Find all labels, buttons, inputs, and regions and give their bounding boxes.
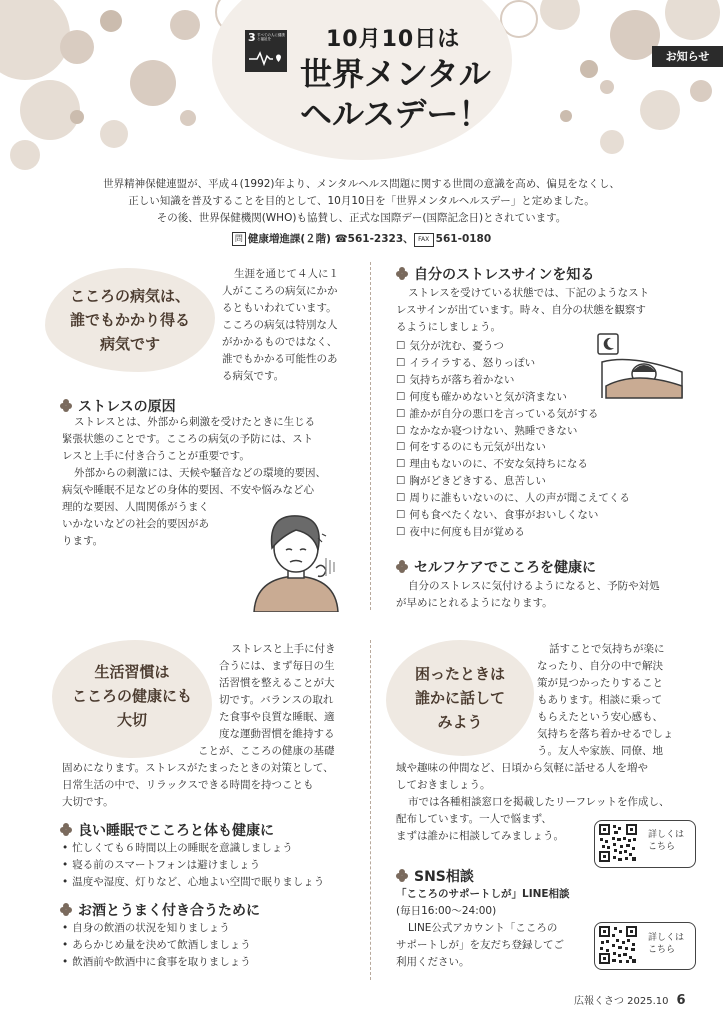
qr-code-icon[interactable] (598, 823, 638, 863)
talk-heading (386, 662, 534, 734)
sleepless-illustration (596, 330, 688, 402)
qr-label-line: こちら (648, 945, 676, 955)
text-line: 人がこころの病気にかか (222, 285, 338, 297)
text-line: 日常生活の中で、リラックスできる時間を持つことも (62, 779, 314, 791)
intro-line: 世界精神保健連盟が、平成４(1992)年より、メンタルヘルス問題に関する世間の意識を高め、偏見をなくし、 (103, 178, 620, 190)
clover-icon (396, 560, 409, 573)
qr-code-icon[interactable] (598, 925, 638, 965)
intro-text (40, 176, 683, 227)
sns-subtitle: 「こころのサポートしが」LINE相談 (396, 888, 570, 900)
text-line: 利用ください。 (396, 956, 470, 968)
text-line: 域や趣味の仲間など、日頃から気軽に話せる人を増や (396, 762, 648, 774)
blob-line: みよう (437, 713, 483, 731)
habits-body-top (219, 641, 364, 743)
qr-label-line: 詳しくは (648, 830, 685, 840)
list-item: ☐ 理由もないのに、不安な気持ちになる (396, 456, 630, 473)
blob-line: こころの病気は、 (69, 287, 190, 305)
column-divider (370, 640, 371, 980)
text-line: レスサインが出ています。時々、自分の状態を観察す (396, 304, 646, 316)
text-line: ります。 (62, 535, 104, 547)
footer (574, 992, 686, 1008)
text-line: 切です。バランスの取れ (219, 694, 334, 706)
text-line: もらえたという安心感も、 (537, 711, 663, 723)
qr-label (648, 829, 684, 853)
blob-line: 病気です (99, 335, 160, 353)
text-line: 病気や睡眠不足などの身体的要因、不安や悩みなど心 (62, 484, 314, 496)
text-line: 策が見つかったりすること (537, 677, 663, 689)
selfcare-body (396, 578, 696, 612)
text-line: ストレスとは、外部から刺激を受けたときに生じる (74, 416, 316, 428)
list-item: ☐ なかなか寝つけない、熟睡できない (396, 423, 630, 440)
blob-line: 困ったときは (414, 665, 505, 683)
text-line: 誰でもかかる可能性のあ (222, 353, 338, 365)
text-line: こころの病気は特別な人 (222, 319, 338, 331)
list-item: ☐ イライラする、怒りっぽい (396, 355, 630, 372)
blob-line: 誰でもかかり得る (69, 311, 190, 329)
inquiry-icon: 問 (232, 232, 246, 246)
sdg-number: 3 (248, 31, 256, 44)
text-line: いかないなどの社会的要因があ (62, 518, 209, 530)
text-line: 配布しています。一人で悩まず、 (396, 813, 552, 825)
text-line: なったり、自分の中で解決 (537, 660, 663, 672)
qr-label (648, 932, 684, 956)
page-number: 6 (676, 993, 686, 1008)
blob-line: こころの健康にも (71, 687, 192, 705)
stress-sign-list (396, 338, 630, 541)
alcohol-heading: お酒とうまく付き合うために (78, 903, 260, 919)
list-item: • 飲酒前や飲酒中に食事を取りましょう (62, 954, 251, 971)
sleep-heading: 良い睡眠でこころと体も健康に (78, 823, 274, 839)
alcohol-list (62, 920, 251, 971)
list-item: • 自身の飲酒の状況を知りましょう (62, 920, 251, 937)
text-line: 外部からの刺激には、天候や騒音などの環境的要因、 (74, 467, 326, 479)
stress-cause-heading: ストレスの原因 (78, 399, 176, 415)
list-item: ☐ 何も食べたくない、食事がおいしくない (396, 507, 630, 524)
text-line: 理的な要因、人間関係がうまく (62, 501, 209, 513)
text-line: レスと上手に付き合うことが重要です。 (62, 450, 250, 462)
list-item: ☐ 胸がどきどきする、息苦しい (396, 473, 630, 490)
text-line: 緊張状態のことです。こころの病気の予防には、スト (62, 433, 314, 445)
sns-hours: (毎日16:00～24:00) (396, 905, 497, 917)
text-line: 大切です。 (62, 796, 114, 808)
heartbeat-icon (249, 50, 283, 66)
text-line: 度な運動習慣を維持する (219, 728, 335, 740)
text-line: 固めになります。ストレスがたまったときの対策として、 (62, 762, 334, 774)
text-line: が早めにとれるようになります。 (396, 597, 553, 609)
stress-sign-intro (396, 285, 696, 336)
sleep-list (62, 840, 324, 891)
title-date: 10月10日は (326, 27, 461, 52)
selfcare-heading: セルフケアでこころを健康に (414, 560, 596, 576)
clover-icon (60, 903, 73, 916)
page-title (300, 54, 491, 134)
list-item: ☐ 夜中に何度も目が覚める (396, 524, 630, 541)
text-line: 市では各種相談窓口を掲載したリーフレットを作成し、 (408, 796, 670, 808)
clover-icon (396, 869, 409, 882)
text-line: LINE公式アカウント「こころの (408, 922, 558, 934)
clover-icon (60, 399, 73, 412)
sdg-text: すべての人に健康と福祉を (257, 33, 285, 41)
fax-number: 561-0180 (435, 233, 492, 245)
list-item: • 温度や湿度、灯りなど、心地よい空間で眠りましょう (62, 874, 324, 891)
text-line: ストレスと上手に付き (231, 643, 336, 655)
text-line: 自分のストレスに気付けるようになると、予防や対処 (408, 580, 660, 592)
text-line: ストレスを受けている状態では、下記のようなスト (408, 287, 650, 299)
clover-icon (60, 823, 73, 836)
text-line: 話すことで気持ちが楽に (549, 643, 665, 655)
intro-line: その後、世界保健機関(WHO)も協賛し、正式な国際デー(国際記念日)とされています。 (156, 212, 567, 224)
contact-text: 健康増進課(２階) ☎561-2323、 (247, 233, 414, 245)
text-line: るともいわれています。 (222, 302, 337, 314)
fax-icon: FAX (414, 233, 434, 247)
sns-body (396, 920, 596, 971)
text-line: るようにしましょう。 (396, 321, 501, 333)
worried-person-illustration (246, 508, 346, 612)
blob-line: 大切 (116, 711, 147, 729)
column-divider (370, 262, 371, 610)
habits-body-bottom (62, 743, 364, 811)
sdg-icon (245, 30, 287, 72)
list-item: ☐ 気持ちが落ち着かない (396, 372, 630, 389)
list-item: ☐ 周りに誰もいないのに、人の声が聞こえてくる (396, 490, 630, 507)
notice-tag: お知らせ (652, 46, 723, 67)
illness-heading (45, 284, 215, 356)
qr-label-line: こちら (648, 842, 676, 852)
clover-icon (396, 267, 409, 280)
list-item: • 忙しくても６時間以上の睡眠を意識しましょう (62, 840, 324, 857)
text-line: がかかるものではなく、 (222, 336, 338, 348)
stress-sign-heading: 自分のストレスサインを知る (414, 267, 595, 283)
list-item: ☐ 気分が沈む、憂うつ (396, 338, 630, 355)
sns-heading: SNS相談 (414, 869, 474, 885)
text-line: 活習慣を整えることが大 (219, 677, 335, 689)
text-line: サポートしが」を友だち登録してご (396, 939, 564, 951)
text-line: る病気です。 (222, 370, 285, 382)
text-line: 気持ちを落ち着かせるでしょ (537, 728, 674, 740)
title-line-1: 世界メンタル (300, 55, 491, 93)
habits-heading (50, 660, 214, 732)
text-line: た食事や良質な睡眠、適 (219, 711, 335, 723)
list-item: ☐ 何度も確かめないと気が済まない (396, 389, 630, 406)
text-line: 合うには、まず毎日の生 (219, 660, 335, 672)
list-item: ☐ 誰かが自分の悪口を言っている気がする (396, 406, 630, 423)
title-line-2: ヘルスデー！ (300, 95, 491, 133)
blob-line: 生活習慣は (94, 663, 170, 681)
list-item: • あらかじめ量を決めて飲酒しましょう (62, 937, 251, 954)
text-line: 生涯を通じて４人に１ (234, 268, 339, 280)
footer-publication: 広報くさつ 2025.10 (574, 996, 669, 1007)
list-item: • 寝る前のスマートフォンは避けましょう (62, 857, 324, 874)
blob-line: 誰かに話して (414, 689, 505, 707)
intro-line: 正しい知識を普及することを目的として、10月10日を「世界メンタルヘルスデー」と定めました。 (128, 195, 595, 207)
text-line: まずは誰かに相談してみましょう。 (396, 830, 564, 842)
qr-label-line: 詳しくは (648, 933, 685, 943)
text-line: う。友人や家族、同僚、地 (537, 745, 663, 757)
talk-body-top (537, 641, 697, 760)
contact-info (0, 231, 723, 247)
list-item: ☐ 何をするのにも元気が出ない (396, 439, 630, 456)
text-line: ことが、こころの健康の基礎 (198, 745, 335, 757)
text-line: しておきましょう。 (396, 779, 491, 791)
illness-body (222, 266, 362, 385)
text-line: もあります。相談に乗って (537, 694, 663, 706)
